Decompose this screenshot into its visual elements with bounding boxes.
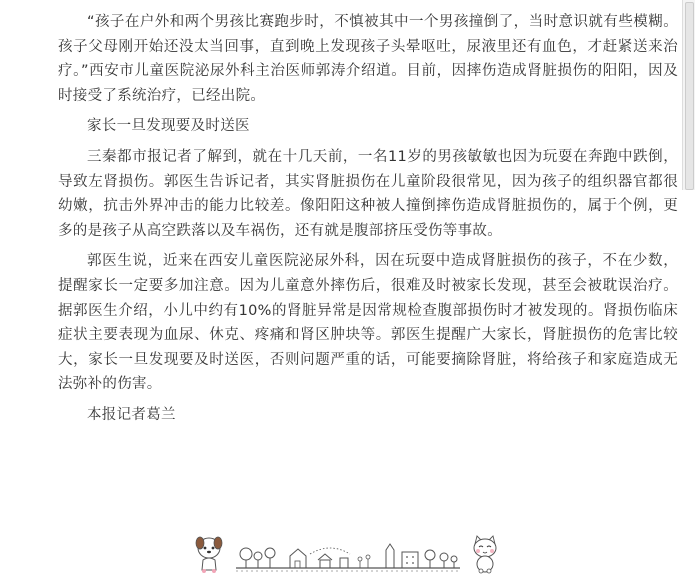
article-body	[58, 10, 678, 428]
town-skyline-doodle	[190, 532, 510, 574]
article-subheading: 家长一旦发现要及时送医	[87, 118, 250, 135]
cartoon-cat-icon	[468, 534, 502, 574]
article-byline: 本报记者葛兰	[87, 406, 176, 423]
article-paragraph-intro: “孩子在户外和两个男孩比赛跑步时，不慎被其中一个男孩撞倒了，当时意识就有些模糊。孩子父母刚开始还没太当回事，直到晚上发现孩子头晕呕吐，尿液里还有血色，才赶紧送来治疗。”西安市儿童医院泌尿外科主治医师郭涛介绍道。目前，因摔伤造成肾脏损伤的阳阳，因及时接受了系统治疗，已经出院。	[58, 14, 678, 104]
vertical-scrollbar[interactable]	[682, 0, 695, 190]
scrollbar-thumb[interactable]	[685, 2, 694, 190]
article-paragraph-advice: 郭医生说，近来在西安儿童医院泌尿外科，因在玩耍中造成肾脏损伤的孩子，不在少数，提醒家长一定要多加注意。因为儿童意外摔伤后，很难及时被家长发现，甚至会被耽误治疗。据郭医生介绍，小儿中约有10%的肾脏异常是因常规检查腹部损伤时才被发现的。肾损伤临床症状主要表现为血尿、休克、疼痛和肾区肿块等。郭医生提醒广大家长，肾脏损伤的危害比较大，家长一旦发现要及时送医，否则问题严重的话，可能要摘除肾脏，将给孩子和家庭造成无法弥补的伤害。	[58, 253, 678, 393]
article-paragraph-case: 三秦都市报记者了解到，就在十几天前，一名11岁的男孩敏敏也因为玩耍在奔跑中跌倒，导致左肾损伤。郭医生告诉记者，其实肾脏损伤在儿童阶段很常见，因为孩子的组织器官都很幼嫩，抗击外界冲击的能力比较差。像阳阳这种被人撞倒摔伤造成肾脏损伤的，属于个例，更多的是孩子从高空跌落以及车祸伤，还有就是腹部挤压受伤等事故。	[58, 148, 678, 239]
